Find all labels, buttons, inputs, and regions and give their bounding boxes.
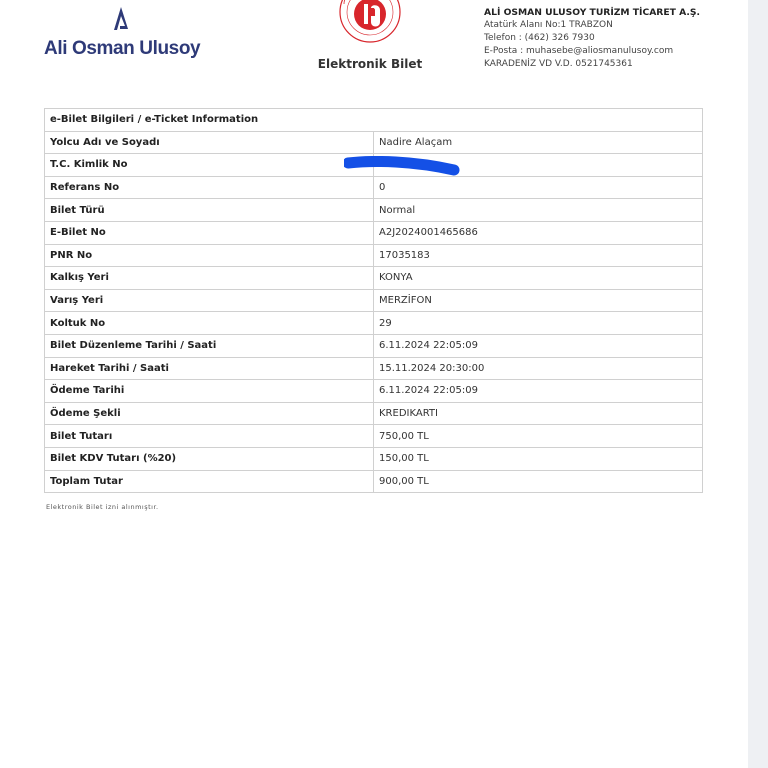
company-logo [44, 6, 204, 62]
table-row [45, 402, 703, 425]
company-phone: Telefon : (462) 326 7930 [484, 33, 595, 43]
row-value: KONYA [374, 267, 703, 290]
row-label: PNR No [45, 244, 374, 267]
row-label: Bilet KDV Tutarı (%20) [45, 447, 374, 470]
table-row [45, 357, 703, 380]
table-row [45, 380, 703, 403]
row-value: 750,00 TL [374, 425, 703, 448]
company-name: ALİ OSMAN ULUSOY TURİZM TİCARET A.Ş. [484, 7, 701, 18]
row-label: Referans No [45, 176, 374, 199]
row-label: Bilet Düzenleme Tarihi / Saati [45, 334, 374, 357]
table-row [45, 425, 703, 448]
row-label: Varış Yeri [45, 289, 374, 312]
company-logo-text: Ali Osman Ulusoy [44, 38, 201, 59]
company-email: E-Posta : muhasebe@aliosmanulusoy.com [484, 46, 674, 56]
table-row [45, 334, 703, 357]
row-label: Bilet Türü [45, 199, 374, 222]
table-row [45, 312, 703, 335]
row-value: 0 [374, 176, 703, 199]
row-value: 17035183 [374, 244, 703, 267]
row-value: 900,00 TL [374, 470, 703, 493]
row-value: 6.11.2024 22:05:09 [374, 380, 703, 403]
footnote: Elektronik Bilet izni alınmıştır. [46, 503, 159, 511]
table-row [45, 244, 703, 267]
table-row [45, 470, 703, 493]
table-row [45, 289, 703, 312]
row-value: 29 [374, 312, 703, 335]
logo-mark-icon [112, 6, 130, 32]
table-header-row [45, 109, 703, 132]
row-label: E-Bilet No [45, 221, 374, 244]
table-row [45, 447, 703, 470]
company-tax-office: KARADENİZ VD V.D. 0521745361 [484, 59, 633, 69]
company-info [484, 6, 744, 71]
row-value: KREDIKARTI [374, 402, 703, 425]
table-row [45, 131, 703, 154]
company-address: Atatürk Alanı No:1 TRABZON [484, 20, 613, 30]
row-label: Ödeme Tarihi [45, 380, 374, 403]
ticket-header [0, 0, 748, 100]
row-value: A2J2024001465686 [374, 221, 703, 244]
table-row [45, 221, 703, 244]
row-value: Normal [374, 199, 703, 222]
row-label: Koltuk No [45, 312, 374, 335]
row-label: Hareket Tarihi / Saati [45, 357, 374, 380]
row-label: Ödeme Şekli [45, 402, 374, 425]
row-label: Yolcu Adı ve Soyadı [45, 131, 374, 154]
row-value: 15.11.2024 20:30:00 [374, 357, 703, 380]
row-label: T.C. Kimlik No [45, 154, 374, 177]
row-value: MERZİFON [374, 289, 703, 312]
row-label: Bilet Tutarı [45, 425, 374, 448]
page-edge-strip [748, 0, 768, 768]
table-header: e-Bilet Bilgileri / e-Ticket Information [45, 109, 703, 132]
row-label: Toplam Tutar [45, 470, 374, 493]
row-value: 6.11.2024 22:05:09 [374, 334, 703, 357]
table-row [45, 267, 703, 290]
row-value: Nadire Alaçam [374, 131, 703, 154]
document-title: Elektronik Bilet [317, 57, 423, 71]
row-label: Kalkış Yeri [45, 267, 374, 290]
redaction-mark [344, 156, 464, 184]
table-row [45, 199, 703, 222]
seal-logo-icon [336, 0, 404, 44]
row-value: 150,00 TL [374, 447, 703, 470]
